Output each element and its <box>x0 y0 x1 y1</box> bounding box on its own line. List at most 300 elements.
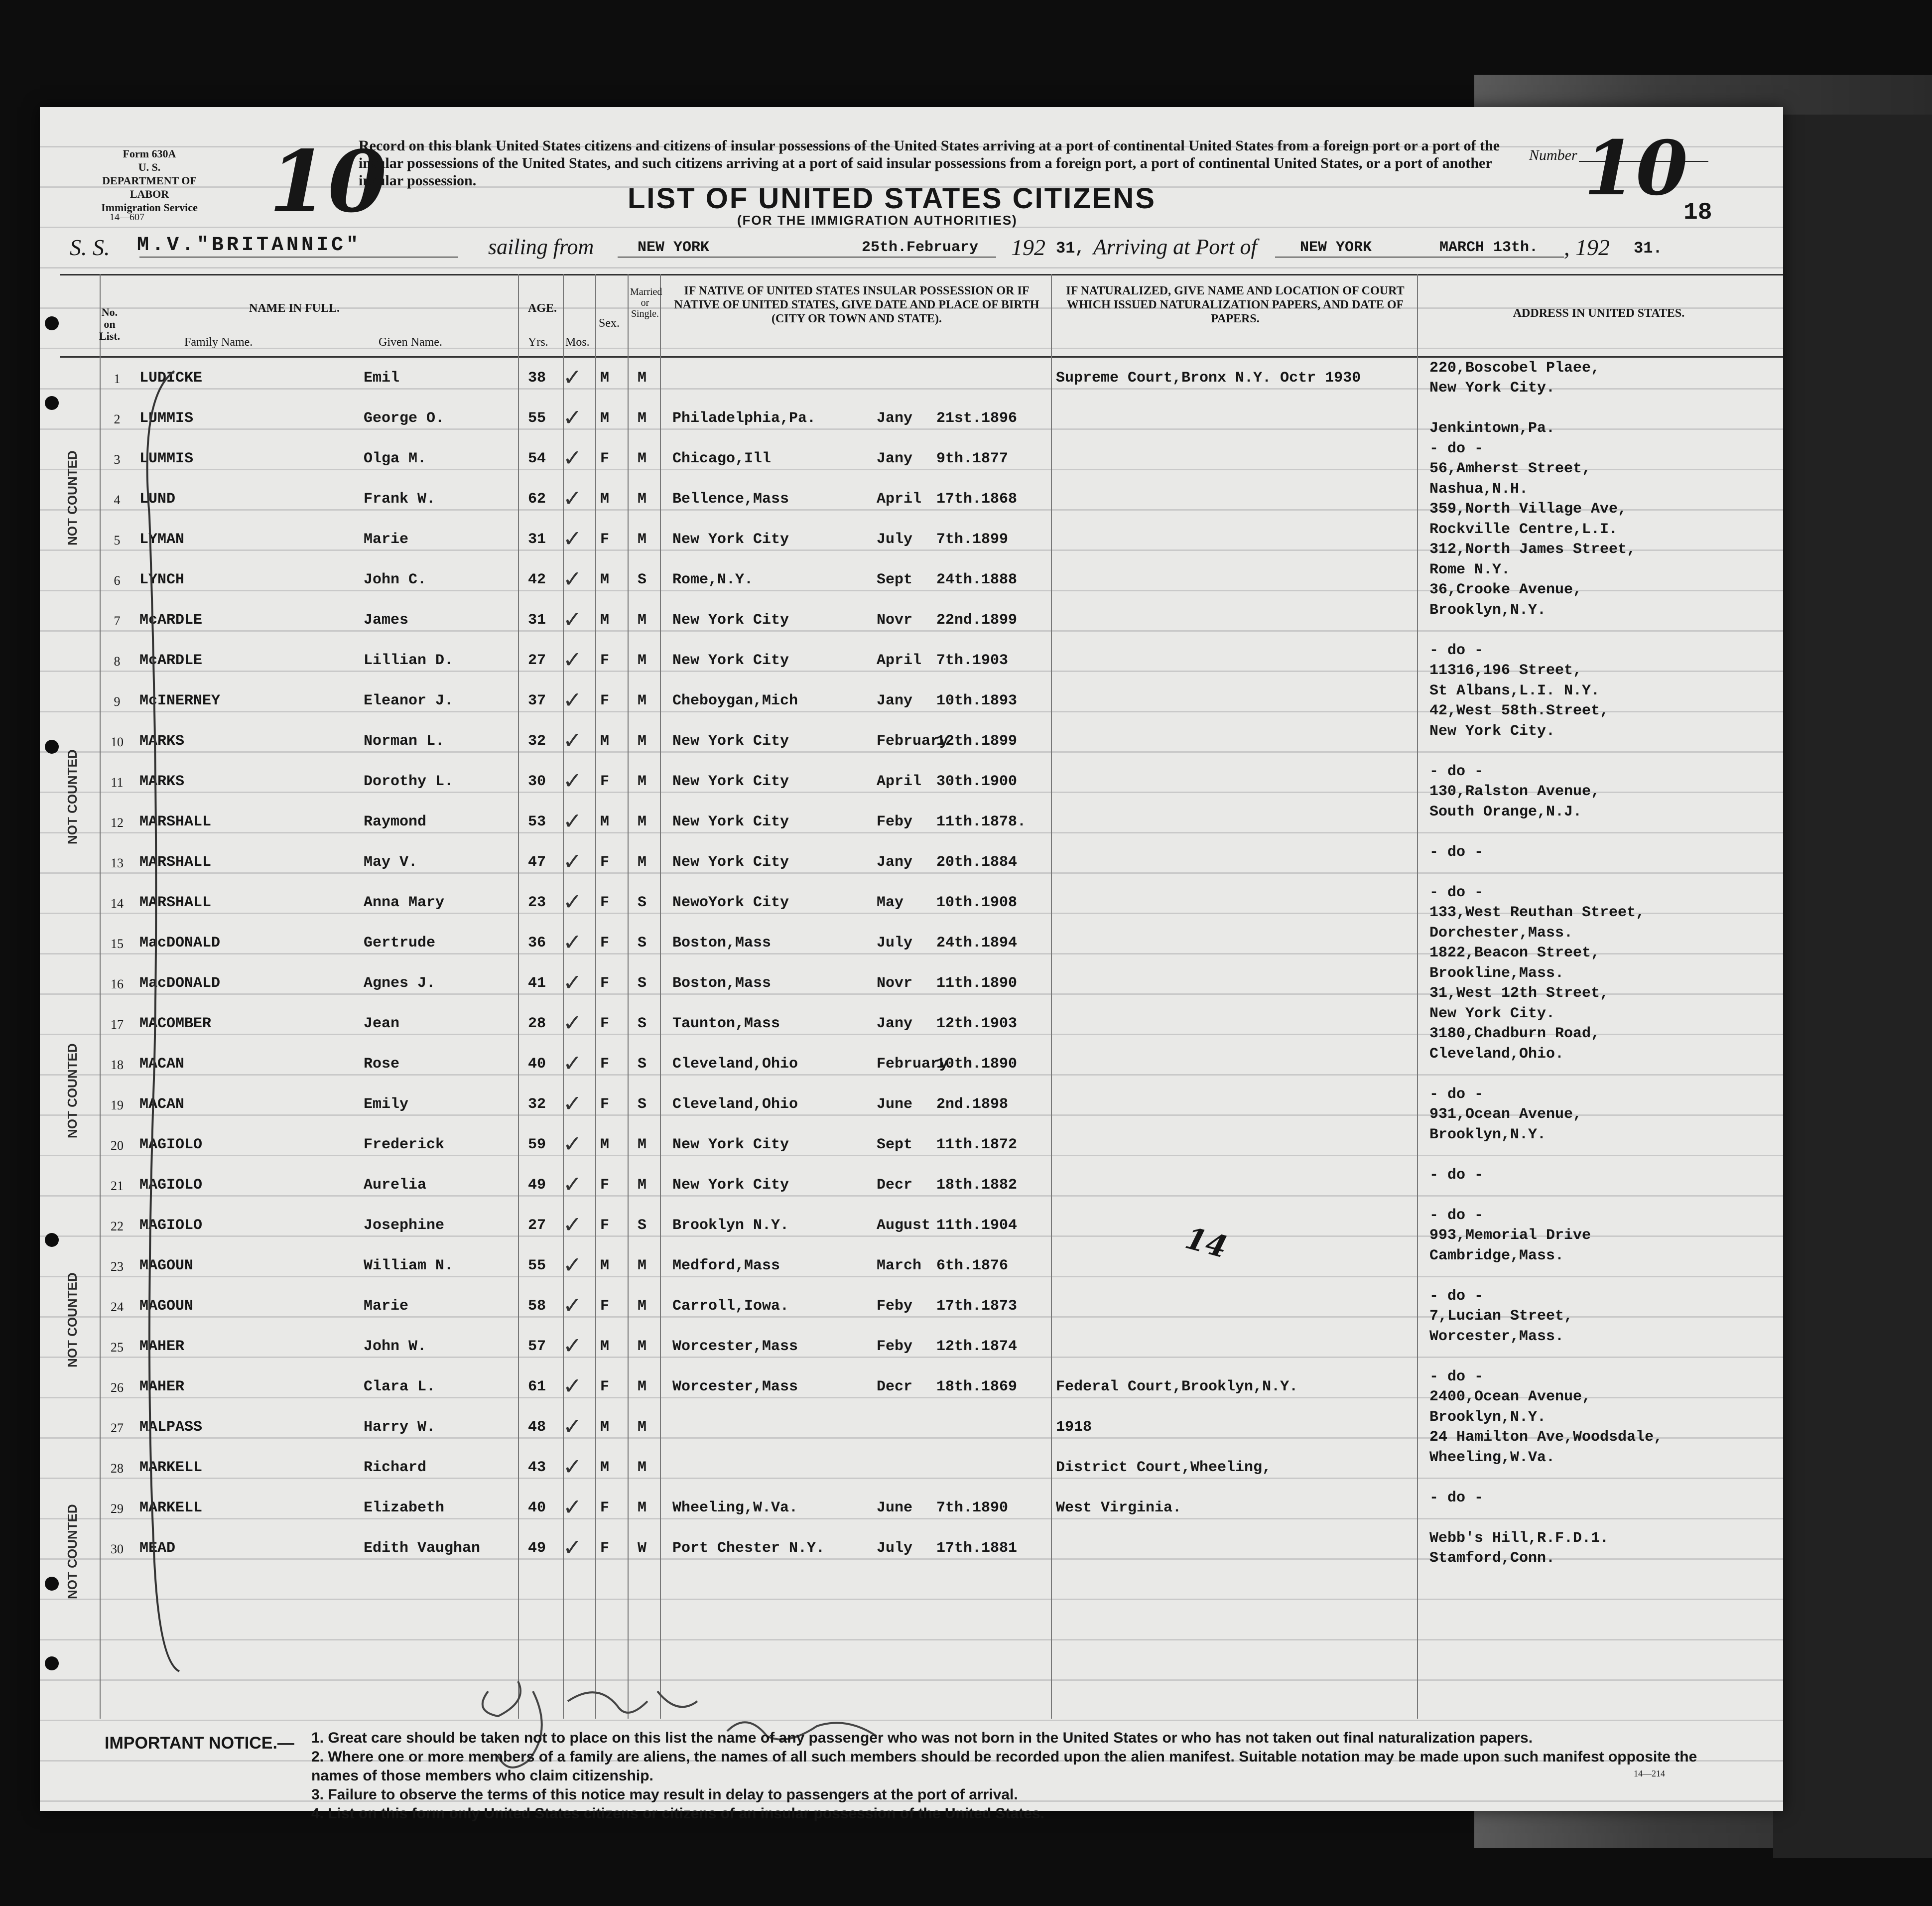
marital-status: M <box>638 491 647 508</box>
address-line-1: - do - <box>1429 1207 1484 1224</box>
age-years: 23 <box>528 894 546 911</box>
col-header-birth: IF NATIVE OF UNITED STATES INSULAR POSSESSION OR IF NATIVE OF UNITED STATES, GIVE DATE AND PLACE OF BIRTH (CITY OR TOWN AND STATE). <box>674 284 1039 325</box>
birth-place: New York City <box>672 854 789 871</box>
sex: M <box>600 1338 610 1355</box>
table-header-rule <box>60 356 1783 358</box>
departure-date: 25th.February <box>862 239 979 256</box>
address-line-2: 2400,Ocean Avenue, <box>1429 1388 1591 1405</box>
handwritten-list-number: 10 <box>269 132 387 232</box>
age-years: 27 <box>528 1217 546 1234</box>
address-line-1: Brooklyn,N.Y. <box>1429 602 1546 619</box>
family-name: MacDONALD <box>139 935 221 952</box>
given-name: Emil <box>364 370 400 387</box>
birth-month: Feby <box>877 1338 913 1355</box>
form-code: 14—607 <box>110 212 144 223</box>
birth-day-year: 10th.1890 <box>936 1056 1018 1073</box>
address-line-2: 931,Ocean Avenue, <box>1429 1106 1582 1123</box>
age-years: 28 <box>528 1015 546 1032</box>
underlying-sheet-shadow <box>1773 115 1932 1858</box>
row-number: 1 <box>114 372 121 386</box>
col-header-mos: Mos. <box>565 336 590 349</box>
instruction-text: Record on this blank United States citizens and citizens of insular possessions of the United States arriving at a port of continental United States from a foreign port or a port of the insular possessions of the United States, and such citizens arriving at a port of said insular possessions from a foreign port, a port of continental United States, or a port of another insular possession. <box>359 137 1500 189</box>
sex: F <box>600 1056 610 1073</box>
marital-status: S <box>638 1056 647 1073</box>
footer-code: 14—214 <box>1634 1769 1665 1778</box>
row-number: 20 <box>111 1138 124 1153</box>
ship-underline <box>139 257 458 258</box>
birth-month: Decr <box>877 1177 913 1194</box>
given-name: William N. <box>364 1257 454 1274</box>
given-name: Raymond <box>364 814 427 830</box>
address-line-1: - do - <box>1429 440 1484 457</box>
birth-month: Jany <box>877 1015 913 1032</box>
birth-place: NewoYork City <box>672 894 789 911</box>
sex: M <box>600 1459 610 1476</box>
check-mark-icon: ✓ <box>563 1050 582 1076</box>
birth-day-year: 24th.1888 <box>936 571 1018 588</box>
row-number: 15 <box>111 937 124 951</box>
sex: F <box>600 1540 610 1557</box>
manifest-sheet <box>40 107 1783 1822</box>
check-mark-icon: ✓ <box>563 969 582 995</box>
address-line-1: - do - <box>1429 844 1484 861</box>
table-row <box>40 399 1783 439</box>
table-row <box>40 964 1783 1004</box>
marital-status: M <box>638 1419 647 1436</box>
address-line-2: New York City. <box>1429 380 1555 397</box>
address-line-1: Cleveland,Ohio. <box>1429 1046 1564 1063</box>
sex: M <box>600 571 610 588</box>
check-mark-icon: ✓ <box>563 1454 582 1480</box>
year-prefix: 192 <box>1011 235 1045 260</box>
birth-day-year: 22nd.1899 <box>936 612 1018 629</box>
sex: F <box>600 1177 610 1194</box>
table-row <box>40 1327 1783 1367</box>
birth-place: Boston,Mass <box>672 975 772 992</box>
col-header-sex: Sex. <box>599 317 620 330</box>
address-line-2: Jenkintown,Pa. <box>1429 420 1555 437</box>
table-row <box>40 1166 1783 1206</box>
birth-place: New York City <box>672 612 789 629</box>
departure-underline <box>618 257 996 258</box>
birth-place: Philadelphia,Pa. <box>672 410 816 427</box>
table-row <box>40 1367 1783 1407</box>
birth-month: June <box>877 1096 913 1113</box>
family-name: MALPASS <box>139 1419 203 1436</box>
birth-day-year: 12th.1899 <box>936 733 1018 750</box>
col-header-age: AGE. <box>528 302 557 315</box>
birth-month: Sept <box>877 1136 913 1153</box>
table-top-rule <box>60 274 1783 275</box>
sex: M <box>600 1419 610 1436</box>
marital-status: S <box>638 1096 647 1113</box>
family-name: MARKS <box>139 733 185 750</box>
row-number: 6 <box>114 573 121 588</box>
age-years: 61 <box>528 1378 546 1395</box>
birth-place: New York City <box>672 814 789 830</box>
sex: F <box>600 854 610 871</box>
age-years: 38 <box>528 370 546 387</box>
col-header-name: NAME IN FULL. <box>249 302 340 315</box>
given-name: Frank W. <box>364 491 436 508</box>
marital-status: M <box>638 1177 647 1194</box>
age-years: 31 <box>528 612 546 629</box>
sex: F <box>600 531 610 548</box>
table-row <box>40 1206 1783 1246</box>
marital-status: S <box>638 571 647 588</box>
sex: F <box>600 1015 610 1032</box>
table-row <box>40 1125 1783 1165</box>
check-mark-icon: ✓ <box>563 1212 582 1237</box>
check-mark-icon: ✓ <box>563 405 582 430</box>
age-years: 30 <box>528 773 546 790</box>
table-row <box>40 560 1783 600</box>
row-number: 19 <box>111 1098 124 1112</box>
marital-status: S <box>638 894 647 911</box>
given-name: Rose <box>364 1056 400 1073</box>
given-name: Marie <box>364 1298 409 1315</box>
address-line-1: Brookline,Mass. <box>1429 965 1564 982</box>
marital-status: M <box>638 1257 647 1274</box>
col-header-married: Married or Single. <box>630 286 662 319</box>
birth-day-year: 7th.1903 <box>936 652 1009 669</box>
family-name: MAHER <box>139 1338 185 1355</box>
handwritten-14: 14 <box>1181 1221 1231 1265</box>
check-mark-icon: ✓ <box>563 1333 582 1359</box>
check-mark-icon: ✓ <box>563 889 582 915</box>
age-years: 53 <box>528 814 546 830</box>
address-line-1: - do - <box>1429 1490 1484 1506</box>
birth-month: Feby <box>877 1298 913 1315</box>
page-subtitle: (FOR THE IMMIGRATION AUTHORITIES) <box>737 213 1018 228</box>
birth-day-year: 18th.1882 <box>936 1177 1018 1194</box>
punch-hole <box>45 740 59 754</box>
age-years: 48 <box>528 1419 546 1436</box>
sex: F <box>600 975 610 992</box>
check-mark-icon: ✓ <box>563 1171 582 1197</box>
notice-item: 2. Where one or more members of a family are aliens, the names of all such members should be recorded upon the alien manifest. Suitable notation may be made upon such manifest opposite the names of those members who claim citizenship. <box>311 1749 1697 1784</box>
given-name: Harry W. <box>364 1419 436 1436</box>
birth-day-year: 18th.1869 <box>936 1378 1018 1395</box>
birth-day-year: 20th.1884 <box>936 854 1018 871</box>
check-mark-icon: ✓ <box>563 687 582 713</box>
family-name: MacDONALD <box>139 975 221 992</box>
marital-status: M <box>638 773 647 790</box>
family-name: MARKELL <box>139 1499 203 1516</box>
row-number: 8 <box>114 654 121 669</box>
row-number: 16 <box>111 977 124 991</box>
sex: F <box>600 1378 610 1395</box>
bracket-mark <box>129 366 189 1681</box>
departure-port: NEW YORK <box>638 239 710 256</box>
sex: F <box>600 692 610 709</box>
marital-status: M <box>638 612 647 629</box>
family-name: MACOMBER <box>139 1015 212 1032</box>
table-row <box>40 1408 1783 1448</box>
birth-place: Chicago,Ill <box>672 450 772 467</box>
family-name: MAGOUN <box>139 1257 194 1274</box>
birth-day-year: 12th.1874 <box>936 1338 1018 1355</box>
family-name: MAGIOLO <box>139 1136 203 1153</box>
sex: M <box>600 410 610 427</box>
check-mark-icon: ✓ <box>563 848 582 874</box>
table-row <box>40 520 1783 560</box>
birth-day-year: 11th.1872 <box>936 1136 1018 1153</box>
given-name: John W. <box>364 1338 427 1355</box>
birth-month: Jany <box>877 854 913 871</box>
given-name: Eleanor J. <box>364 692 454 709</box>
address-line-2: Stamford,Conn. <box>1429 1550 1555 1567</box>
birth-day-year: 10th.1908 <box>936 894 1018 911</box>
given-name: Marie <box>364 531 409 548</box>
age-years: 36 <box>528 935 546 952</box>
address-line-2: 130,Ralston Avenue, <box>1429 783 1600 800</box>
given-name: James <box>364 612 409 629</box>
margin-note: NOT COUNTED <box>65 1272 80 1367</box>
punch-hole <box>45 1656 59 1670</box>
age-years: 49 <box>528 1540 546 1557</box>
form-identifier: Form 630A U. S. DEPARTMENT OF LABOR Immigration Service <box>101 147 198 214</box>
family-name: LUND <box>139 491 176 508</box>
handwritten-number: 10 <box>1584 125 1688 212</box>
age-years: 31 <box>528 531 546 548</box>
row-number: 21 <box>111 1179 124 1193</box>
birth-day-year: 24th.1894 <box>936 935 1018 952</box>
given-name: Norman L. <box>364 733 445 750</box>
birth-month: April <box>877 491 922 508</box>
row-number: 28 <box>111 1461 124 1476</box>
row-number: 5 <box>114 533 121 547</box>
table-row <box>40 1489 1783 1528</box>
col-header-address: ADDRESS IN UNITED STATES. <box>1513 307 1685 320</box>
notice-item: 3. Failure to observe the terms of this notice may result in delay to passengers at the port of arrival. <box>311 1786 1018 1803</box>
address-line-2: 312,North James Street, <box>1429 541 1636 558</box>
birth-place: Carroll,Iowa. <box>672 1298 789 1315</box>
address-line-1: Nashua,N.H. <box>1429 481 1529 498</box>
address-line-2: 42,West 58th.Street, <box>1429 702 1609 719</box>
address-line-2: 3180,Chadburn Road, <box>1429 1025 1600 1042</box>
marital-status: W <box>638 1540 647 1557</box>
birth-month: August <box>877 1217 931 1234</box>
marital-status: M <box>638 450 647 467</box>
birth-month: February <box>877 1056 949 1073</box>
birth-month: Jany <box>877 450 913 467</box>
address-line-1: Cambridge,Mass. <box>1429 1247 1564 1264</box>
table-row <box>40 359 1783 399</box>
address-line-2: 24 Hamilton Ave,Woodsdale, <box>1429 1429 1663 1446</box>
sex: M <box>600 814 610 830</box>
address-line-1: - do - <box>1429 1368 1484 1385</box>
row-number: 2 <box>114 412 121 426</box>
family-name: LUMMIS <box>139 450 194 467</box>
sheet-number: 18 <box>1683 199 1712 226</box>
check-mark-icon: ✓ <box>563 929 582 955</box>
family-name: MACAN <box>139 1056 185 1073</box>
naturalization-court: 1918 <box>1056 1419 1092 1436</box>
row-number: 26 <box>111 1380 124 1395</box>
family-name: LYMAN <box>139 531 185 548</box>
address-line-2: 993,Memorial Drive <box>1429 1227 1591 1244</box>
row-number: 23 <box>111 1259 124 1274</box>
sex: F <box>600 1217 610 1234</box>
address-line-1: St Albans,L.I. N.Y. <box>1429 682 1600 699</box>
age-years: 59 <box>528 1136 546 1153</box>
arrival-year: 31. <box>1634 239 1663 258</box>
check-mark-icon: ✓ <box>563 364 582 390</box>
birth-day-year: 17th.1873 <box>936 1298 1018 1315</box>
family-name: MACAN <box>139 1096 185 1113</box>
given-name: Agnes J. <box>364 975 436 992</box>
table-row <box>40 681 1783 721</box>
birth-day-year: 10th.1893 <box>936 692 1018 709</box>
birth-month: July <box>877 531 913 548</box>
check-mark-icon: ✓ <box>563 1534 582 1560</box>
sex: F <box>600 935 610 952</box>
arrival-date-underline <box>1424 257 1564 258</box>
marital-status: S <box>638 935 647 952</box>
birth-place: Port Chester N.Y. <box>672 1540 825 1557</box>
address-line-1: Brooklyn,N.Y. <box>1429 1409 1546 1426</box>
table-row <box>40 601 1783 641</box>
address-line-1: - do - <box>1429 1167 1484 1184</box>
family-name: MAHER <box>139 1378 185 1395</box>
address-line-1: Brooklyn,N.Y. <box>1429 1126 1546 1143</box>
birth-place: Cleveland,Ohio <box>672 1056 798 1073</box>
birth-day-year: 12th.1903 <box>936 1015 1018 1032</box>
family-name: LUMMIS <box>139 410 194 427</box>
birth-day-year: 11th.1878. <box>936 814 1027 830</box>
address-line-2: 36,Crooke Avenue, <box>1429 581 1582 598</box>
age-years: 37 <box>528 692 546 709</box>
check-mark-icon: ✓ <box>563 445 582 471</box>
table-row <box>40 722 1783 762</box>
sex: F <box>600 652 610 669</box>
given-name: Jean <box>364 1015 400 1032</box>
ss-label: S. S. <box>70 235 110 260</box>
margin-note: NOT COUNTED <box>65 749 80 844</box>
row-number: 24 <box>111 1300 124 1314</box>
arrival-date: MARCH 13th. <box>1439 239 1539 256</box>
birth-month: March <box>877 1257 922 1274</box>
check-mark-icon: ✓ <box>563 1494 582 1520</box>
given-name: Elizabeth <box>364 1499 445 1516</box>
table-row <box>40 1085 1783 1125</box>
age-years: 54 <box>528 450 546 467</box>
marital-status: M <box>638 652 647 669</box>
family-name: MAGIOLO <box>139 1177 203 1194</box>
table-row <box>40 1448 1783 1488</box>
address-line-1: 220,Boscobel Plaee, <box>1429 360 1600 377</box>
row-number: 29 <box>111 1501 124 1516</box>
family-name: MARKELL <box>139 1459 203 1476</box>
sex: M <box>600 1257 610 1274</box>
birth-place: Bellence,Mass <box>672 491 789 508</box>
given-name: Anna Mary <box>364 894 445 911</box>
birth-month: Jany <box>877 410 913 427</box>
address-line-1: Rome N.Y. <box>1429 561 1511 578</box>
marital-status: M <box>638 1499 647 1516</box>
notice-heading: IMPORTANT NOTICE.— <box>105 1734 294 1753</box>
marital-status: M <box>638 531 647 548</box>
given-name: Dorothy L. <box>364 773 454 790</box>
sex: F <box>600 773 610 790</box>
row-number: 11 <box>111 775 124 790</box>
marital-status: S <box>638 1217 647 1234</box>
notice-item: 4. List on this form only United States citizens or citizens of an insular possession of the United States. <box>311 1805 1044 1822</box>
sex: M <box>600 491 610 508</box>
birth-place: New York City <box>672 1177 789 1194</box>
table-row <box>40 924 1783 963</box>
given-name: Gertrude <box>364 935 436 952</box>
marital-status: S <box>638 1015 647 1032</box>
given-name: Olga M. <box>364 450 427 467</box>
marital-status: M <box>638 854 647 871</box>
marital-status: M <box>638 1338 647 1355</box>
birth-place: New York City <box>672 733 789 750</box>
row-number: 27 <box>111 1421 124 1435</box>
birth-day-year: 7th.1899 <box>936 531 1009 548</box>
family-name: MARSHALL <box>139 894 212 911</box>
sex: M <box>600 1136 610 1153</box>
row-number: 13 <box>111 856 124 870</box>
sex: F <box>600 1298 610 1315</box>
address-line-2: 11316,196 Street, <box>1429 662 1582 679</box>
birth-place: Worcester,Mass <box>672 1338 798 1355</box>
row-number: 4 <box>114 493 121 507</box>
table-row <box>40 1287 1783 1327</box>
punch-hole <box>45 1233 59 1247</box>
address-line-1: Rockville Centre,L.I. <box>1429 521 1618 538</box>
marital-status: M <box>638 1378 647 1395</box>
table-row <box>40 803 1783 842</box>
marital-status: M <box>638 814 647 830</box>
birth-place: Boston,Mass <box>672 935 772 952</box>
birth-place: New York City <box>672 773 789 790</box>
table-row <box>40 439 1783 479</box>
check-mark-icon: ✓ <box>563 1010 582 1036</box>
family-name: MAGIOLO <box>139 1217 203 1234</box>
row-number: 17 <box>111 1017 124 1032</box>
birth-place: New York City <box>672 1136 789 1153</box>
address-line-1: Webb's Hill,R.F.D.1. <box>1429 1530 1609 1547</box>
birth-day-year: 6th.1876 <box>936 1257 1009 1274</box>
row-number: 14 <box>111 896 124 911</box>
birth-month: May <box>877 894 904 911</box>
table-row <box>40 1246 1783 1286</box>
col-header-naturalized: IF NATURALIZED, GIVE NAME AND LOCATION OF COURT WHICH ISSUED NATURALIZATION PAPERS, AND DATE OF PAPERS. <box>1066 284 1405 325</box>
birth-place: New York City <box>672 531 789 548</box>
birth-month: June <box>877 1499 913 1516</box>
margin-note: NOT COUNTED <box>65 1504 80 1599</box>
birth-place: New York City <box>672 652 789 669</box>
address-line-2: 359,North Village Ave, <box>1429 501 1627 518</box>
naturalization-court: Supreme Court,Bronx N.Y. Octr 1930 <box>1056 370 1361 387</box>
birth-month: Feby <box>877 814 913 830</box>
sex: F <box>600 1499 610 1516</box>
address-line-2: 133,West Reuthan Street, <box>1429 904 1645 921</box>
arrival-year-prefix: , 192 <box>1564 235 1610 260</box>
check-mark-icon: ✓ <box>563 768 582 794</box>
birth-day-year: 17th.1868 <box>936 491 1018 508</box>
family-name: MEAD <box>139 1540 176 1557</box>
row-number: 25 <box>111 1340 124 1355</box>
marital-status: M <box>638 733 647 750</box>
address-line-1: - do - <box>1429 763 1484 780</box>
birth-month: Decr <box>877 1378 913 1395</box>
age-years: 57 <box>528 1338 546 1355</box>
birth-month: Jany <box>877 692 913 709</box>
birth-month: April <box>877 652 922 669</box>
